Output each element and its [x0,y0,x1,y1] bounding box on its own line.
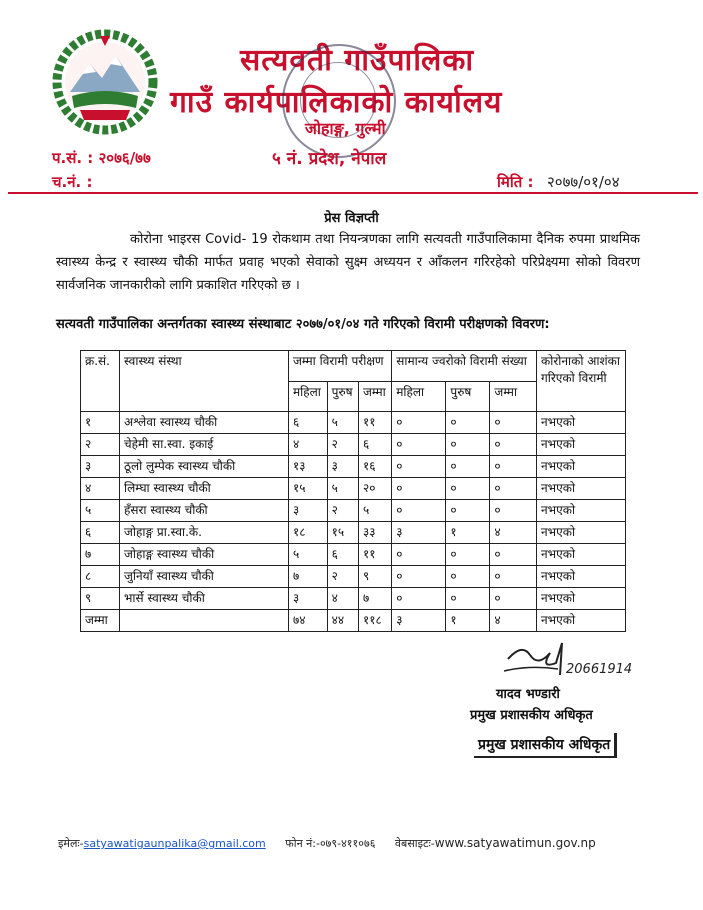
table-cell-m: ५ [327,478,358,500]
table-row [81,544,626,566]
table-cell-sn: ४ [81,478,120,500]
table-cell-fm: १ [446,522,490,544]
nepal-emblem-icon [50,30,160,135]
table-cell-m: २ [327,500,358,522]
table-cell-f: ५ [289,544,328,566]
table-cell-fm: ० [446,412,490,434]
table-cell-ff: ० [392,500,446,522]
table-cell-t: ११८ [358,610,391,632]
table-cell-ft: ० [490,478,537,500]
table-cell-sn: २ [81,434,120,456]
table-cell-c: नभएको [537,588,626,610]
header-fever-female: महिला [392,381,446,412]
signatory-title: प्रमुख प्रशासकीय अधिकृत [470,708,593,723]
table-cell-fm: ० [446,566,490,588]
table-cell-t: ५ [358,500,391,522]
website-label: वेबसाइटः- [394,837,435,850]
table-cell-ft: ४ [490,610,537,632]
table-cell-ft: ४ [490,522,537,544]
header-serial: क्र.सं. [81,351,120,412]
table-cell-ft: ० [490,588,537,610]
table-cell-fm: ० [446,544,490,566]
table-cell-t: ९ [358,566,391,588]
table-cell-f: ७४ [289,610,328,632]
footer [58,836,602,851]
signature-mark [500,635,633,685]
table-cell-fm: ० [446,478,490,500]
header-male: पुरुष [327,381,358,412]
table-cell-sn: ३ [81,456,120,478]
office-location: जोहाङ्ग, गुल्मी [305,119,386,138]
table-cell-t: ३३ [358,522,391,544]
table-cell-sn: ८ [81,566,120,588]
header-fever-total: जम्मा [490,381,537,412]
table-cell-m: ४ [327,588,358,610]
header-corona-suspect: कोरोनाको आशंका गरिएको विरामी [537,351,626,412]
dispatch-number: च.नं. : [52,173,93,191]
table-cell-sn: ६ [81,522,120,544]
table-cell-ff: ३ [392,522,446,544]
table-cell-m: २ [327,434,358,456]
office-title-line2: गाउँ कार्यपालिकाको कार्यालय [170,85,503,120]
table-cell-f: ७ [289,566,328,588]
table-cell-m: ३ [327,456,358,478]
table-cell-t: ११ [358,544,391,566]
table-cell-fm: ० [446,500,490,522]
table-cell-name: जोहाङ्ग प्रा.स्वा.के. [120,522,289,544]
table-cell-c: नभएको [537,456,626,478]
table-cell-ff: ३ [392,610,446,632]
header-total-tested: जम्मा विरामी परीक्षण [289,351,392,382]
table-cell-t: ६ [358,434,391,456]
table-cell-name: लिम्घा स्वास्थ्य चौकी [120,478,289,500]
press-release-heading: प्रेस विज्ञप्ती [324,211,379,226]
table-row [81,500,626,522]
table-cell-m: १५ [327,522,358,544]
office-title-line1: सत्यवती गाउँपालिका [240,43,475,78]
header-divider [8,192,698,194]
table-cell-fm: ० [446,434,490,456]
table-cell-f: १५ [289,478,328,500]
table-cell-ft: ० [490,566,537,588]
table-cell-ft: ० [490,434,537,456]
table-cell-ft: ० [490,456,537,478]
table-cell-ff: ० [392,588,446,610]
table-cell-name: हँसरा स्वास्थ्य चौकी [120,500,289,522]
reference-number: प.सं. : २०७६/७७ [52,149,151,167]
table-cell-name: भार्से स्वास्थ्य चौकी [120,588,289,610]
table-row [81,434,626,456]
signatory-name: यादव भण्डारी [496,687,560,702]
table-cell-f: ३ [289,500,328,522]
header-total: जम्मा [358,381,391,412]
table-cell-f: ३ [289,588,328,610]
province-label: ५ नं. प्रदेश, नेपाल [272,149,387,169]
table-cell-sn: ९ [81,588,120,610]
table-cell-ff: ० [392,478,446,500]
header-fever-count: सामान्य ज्वरोको विरामी संख्या [392,351,537,382]
table-body [81,412,626,632]
table-cell-ff: ० [392,566,446,588]
table-cell-c: नभएको [537,610,626,632]
table-cell-name [120,610,289,632]
table-cell-t: २० [358,478,391,500]
table-cell-fm: ० [446,456,490,478]
table-cell-name: ठूलो लुम्पेक स्वास्थ्य चौकी [120,456,289,478]
date-label: मिति : [497,173,534,191]
table-cell-c: नभएको [537,434,626,456]
table-cell-ff: ० [392,434,446,456]
patient-examination-table [80,350,626,632]
table-cell-sn: ७ [81,544,120,566]
table-row [81,478,626,500]
table-cell-name: जोहाङ्ग स्वास्थ्य चौकी [120,544,289,566]
table-row [81,566,626,588]
table-cell-name: जुनियाँ स्वास्थ्य चौकी [120,566,289,588]
website-link[interactable]: www.satyawatimun.gov.np [434,836,596,850]
table-caption: सत्यवती गाउँपालिका अन्तर्गतका स्वास्थ्य संस्थाबाट २०७७/०१/०४ गते गरिएको विरामी परीक्षणको विवरण: [56,317,550,332]
table-cell-sn: १ [81,412,120,434]
table-cell-ft: ० [490,412,537,434]
table-cell-t: ७ [358,588,391,610]
header-female: महिला [289,381,328,412]
table-cell-m: ६ [327,544,358,566]
header-institution: स्वास्थ्य संस्था [120,351,289,412]
table-cell-fm: १ [446,610,490,632]
table-cell-sn: ५ [81,500,120,522]
table-cell-ft: ० [490,500,537,522]
email-link[interactable]: satyawatigaunpalika@gmail.com [83,837,266,850]
table-cell-name: चेहेमी सा.स्वा. इकाई [120,434,289,456]
table-row [81,522,626,544]
table-cell-f: १८ [289,522,328,544]
date-value: २०७७/०१/०४ [547,173,620,191]
press-release-paragraph: कोरोना भाइरस Covid- 19 रोकथाम तथा नियन्त्रणका लागि सत्यवती गाउँपालिकामा दैनिक रुपमा प्राथमिक स्वास्थ्य केन्द्र र स्वास्थ्य चौकी मार्फत प्रवाह भएको सेवाको सुक्ष्म अध्ययन र आँकलन गरिरहेको परिप्रेक्ष्यमा सोको विवरण सार्वजनिक जानकारीको लागि प्रकाशित गरिएको छ । [56,232,640,293]
email-label: इमेलः- [58,837,84,850]
table-cell-f: १३ [289,456,328,478]
table-cell-ff: ० [392,412,446,434]
table-cell-c: नभएको [537,522,626,544]
phone-number: फोन नं:-०७९-४११०७६ [285,837,376,850]
table-cell-m: ५ [327,412,358,434]
table-cell-ft: ० [490,544,537,566]
designation-stamp: प्रमुख प्रशासकीय अधिकृत [474,733,617,758]
table-cell-sn: जम्मा [81,610,120,632]
table-cell-f: ४ [289,434,328,456]
table-cell-c: नभएको [537,566,626,588]
svg-text:20661914: 20661914 [566,662,633,677]
table-cell-name: अश्लेवा स्वास्थ्य चौकी [120,412,289,434]
table-cell-ff: ० [392,456,446,478]
table-cell-c: नभएको [537,544,626,566]
table-row [81,588,626,610]
table-cell-c: नभएको [537,478,626,500]
table-cell-c: नभएको [537,500,626,522]
table-row [81,456,626,478]
table-cell-ff: ० [392,544,446,566]
table-cell-t: ११ [358,412,391,434]
header-fever-male: पुरुष [446,381,490,412]
table-row [81,412,626,434]
table-cell-m: २ [327,566,358,588]
table-cell-fm: ० [446,588,490,610]
table-total-row [81,610,626,632]
table-cell-t: १६ [358,456,391,478]
table-cell-m: ४४ [327,610,358,632]
table-cell-f: ६ [289,412,328,434]
table-cell-c: नभएको [537,412,626,434]
